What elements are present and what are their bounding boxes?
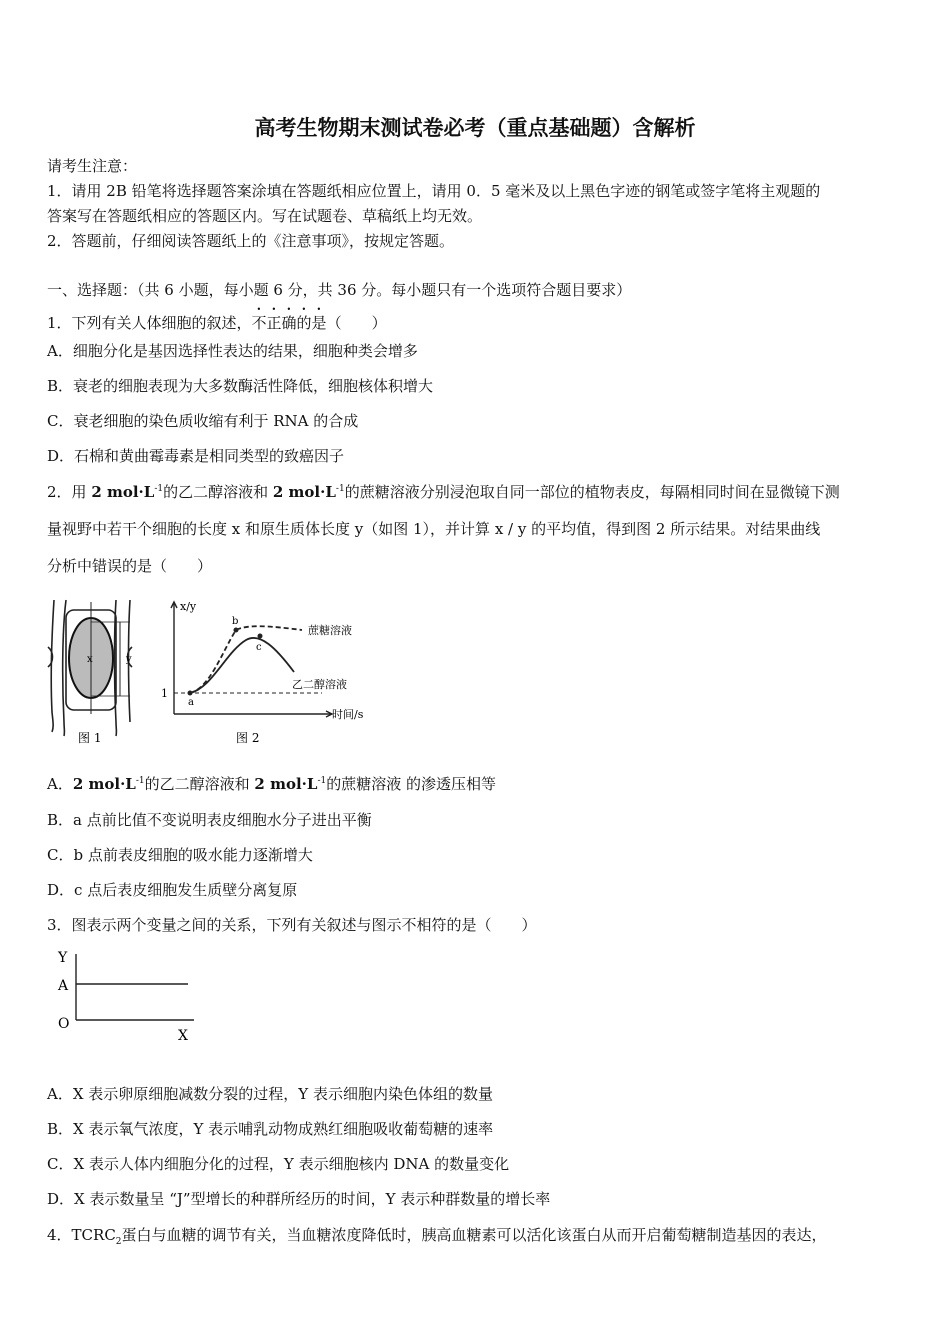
q2-option-a	[47, 773, 496, 794]
fig2-xlabel: 时间/s	[332, 708, 364, 721]
q2-a-conc-2: 2 mol·L	[254, 775, 318, 793]
q2-l1-mid: 的乙二醇溶液和	[163, 483, 273, 501]
fig3-a-label: A	[58, 978, 69, 994]
q4-pre: 4．TCRC	[47, 1226, 116, 1244]
q1-option-a: A．细胞分化是基因选择性表达的结果，细胞种类会增多	[47, 342, 418, 360]
q2-sup-2: -1	[335, 484, 345, 494]
q1-option-c: C．衰老细胞的染色质收缩有利于 RNA 的合成	[47, 412, 359, 430]
fig2-caption: 图 2	[236, 731, 260, 745]
fig2-point-a	[188, 691, 193, 696]
notice-item-1b: 答案写在答题纸相应的答题区内。写在试题卷、草稿纸上均无效。	[47, 207, 483, 225]
q2-l1-pre: 2．用	[47, 483, 92, 501]
cell-diagram	[48, 600, 132, 736]
q1-option-d: D．石棉和黄曲霉毒素是相同类型的致癌因子	[47, 447, 345, 465]
page-title: 高考生物期末测试卷必考（重点基础题）含解析	[254, 116, 696, 140]
q2-a-conc-1: 2 mol·L	[72, 775, 136, 793]
q3-figure	[50, 944, 210, 1044]
fig2-glycol-curve	[190, 638, 294, 693]
q1-option-b: B．衰老的细胞表现为大多数酶活性降低，细胞核体积增大	[47, 377, 434, 395]
q2-a-pre: A．	[47, 775, 73, 793]
fig1-y-label: y	[126, 654, 132, 665]
fig3-y-label: Y	[58, 950, 68, 966]
q3-stem: 3．图表示两个变量之间的关系，下列有关叙述与图示不相符的是（ ）	[47, 916, 537, 934]
q2-a-sup-1: -1	[135, 776, 145, 786]
q2-conc-2: 2 mol·L	[272, 483, 336, 501]
q2-conc-1: 2 mol·L	[91, 483, 155, 501]
fig2-point-b	[234, 628, 239, 633]
q1-stem	[47, 305, 387, 333]
q2-option-c: C．b 点前表皮细胞的吸水能力逐渐增大	[47, 846, 313, 864]
q1-stem-pre: 1．下列有关人体细胞的叙述，	[47, 314, 252, 332]
notice-item-2: 2．答题前，仔细阅读答题纸上的《注意事项》，按规定答题。	[47, 232, 455, 250]
q3-option-d: D．X 表示数量呈 “J”型增长的种群所经历的时间，Y 表示种群数量的增长率	[47, 1190, 551, 1208]
fig2-c-label: c	[256, 642, 262, 653]
fig2-sucrose-label: 蔗糖溶液	[308, 624, 352, 637]
fig1-x-label: x	[87, 654, 93, 665]
q2-sup-1: -1	[154, 484, 164, 494]
fig2-ylabel: x/y	[180, 600, 197, 613]
q4-post: 蛋白与血糖的调节有关，当血糖浓度降低时，胰高血糖素可以活化该蛋白从而开启葡萄糖制造基因的表达，	[121, 1226, 827, 1244]
q3-option-a: A．X 表示卵原细胞减数分裂的过程，Y 表示细胞内染色体组的数量	[47, 1085, 493, 1103]
q2-stem-line3: 分析中错误的是（ ）	[47, 557, 213, 575]
q2-stem-line1	[47, 481, 840, 502]
fig2-a-label: a	[188, 697, 194, 708]
q2-l1-post: 的蔗糖溶液分别浸泡取自同一部位的植物表皮，每隔相同时间在显微镜下测	[344, 483, 840, 501]
q2-stem-line2: 量视野中若干个细胞的长度 x 和原生质体长度 y（如图 1），并计算 x / y 的平均值，得到图 2 所示结果。对结果曲线	[47, 520, 821, 538]
q1-stem-emphasis: 不正确的是	[251, 314, 327, 332]
fig1-caption: 图 1	[78, 731, 102, 745]
q3-option-c: C．X 表示人体内细胞分化的过程，Y 表示细胞核内 DNA 的数量变化	[47, 1155, 510, 1173]
q2-a-post: 的蔗糖溶液 的渗透压相等	[326, 775, 496, 793]
fig2-b-label: b	[232, 616, 239, 627]
q2-option-b: B．a 点前比值不变说明表皮细胞水分子进出平衡	[47, 811, 372, 829]
fig3-x-label: X	[178, 1028, 188, 1044]
q2-option-d: D．c 点后表皮细胞发生质壁分离复原	[47, 881, 298, 899]
fig2-axes	[171, 602, 332, 717]
q4-sub: 2	[115, 1237, 122, 1247]
fig3-origin-label: O	[58, 1016, 70, 1032]
fig2-glycol-label: 乙二醇溶液	[292, 678, 347, 691]
q2-figures	[40, 592, 385, 752]
section-heading: 一、选择题：（共 6 小题，每小题 6 分，共 36 分。每小题只有一个选项符合题目要求）	[47, 281, 632, 299]
q2-a-sup-2: -1	[317, 776, 327, 786]
q3-option-b: B．X 表示氧气浓度，Y 表示哺乳动物成熟红细胞吸收葡萄糖的速率	[47, 1120, 494, 1138]
fig2-one-label: 1	[161, 687, 168, 700]
notice-heading: 请考生注意：	[47, 157, 138, 175]
q4-stem	[47, 1224, 827, 1247]
q1-stem-post: （ ）	[326, 314, 387, 332]
q2-a-mid: 的乙二醇溶液和	[144, 775, 255, 793]
fig2-point-c	[258, 634, 263, 639]
notice-item-1a: 1．请用 2B 铅笔将选择题答案涂填在答题纸相应位置上，请用 0．5 毫米及以上黑色字迹的钢笔或签字笔将主观题的	[47, 182, 821, 200]
